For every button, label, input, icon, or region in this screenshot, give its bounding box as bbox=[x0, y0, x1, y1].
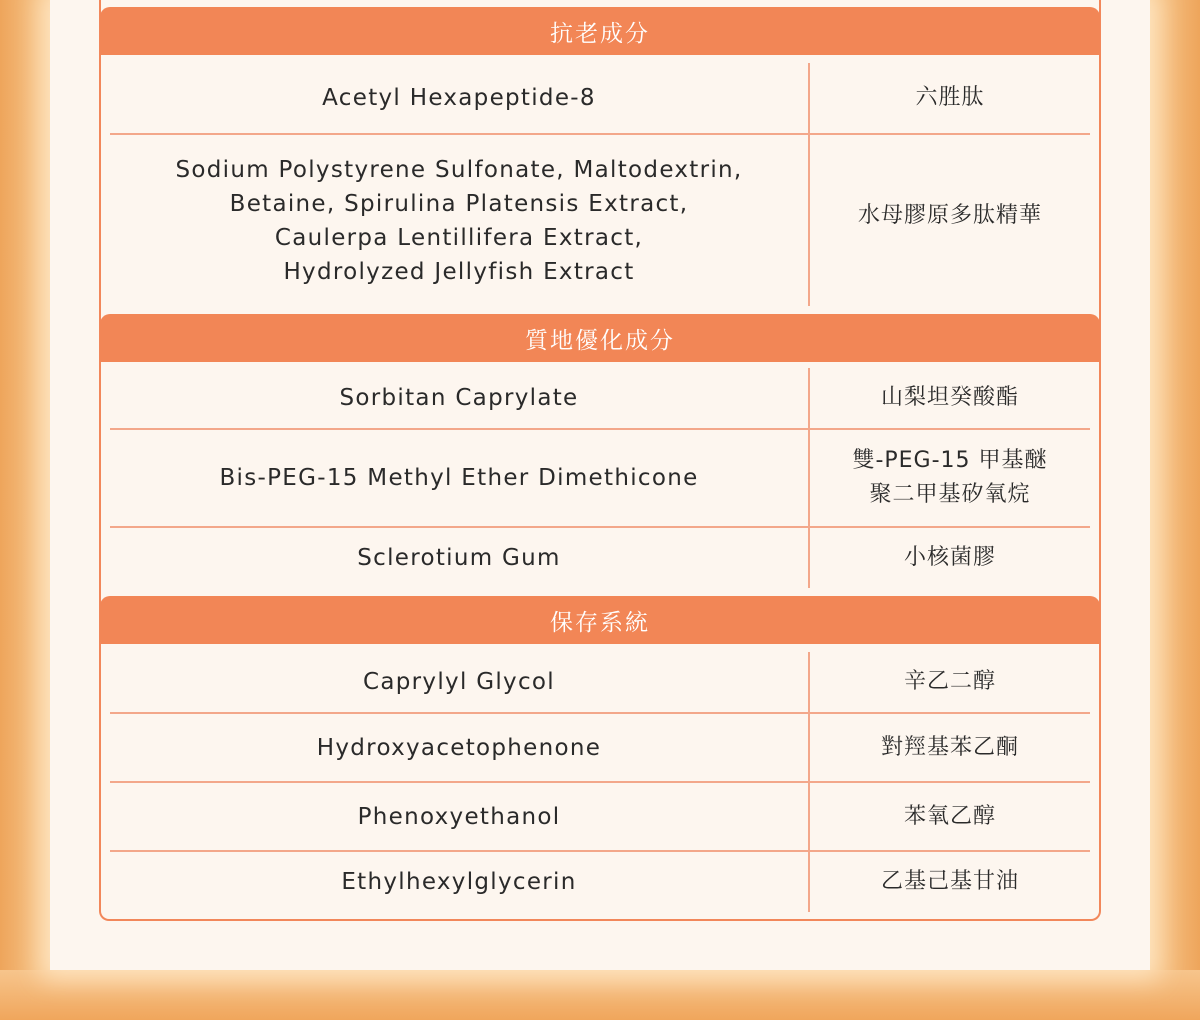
ingredient-zh bbox=[810, 368, 1090, 428]
table-row bbox=[110, 652, 1090, 714]
ingredient-en-line: Ethylhexylglycerin bbox=[341, 869, 577, 895]
ingredient-zh bbox=[810, 528, 1090, 588]
table-row bbox=[110, 63, 1090, 135]
table-row bbox=[110, 852, 1090, 912]
ingredient-en bbox=[110, 783, 810, 850]
ingredient-zh-line: 小核菌膠 bbox=[903, 545, 996, 570]
ingredient-zh-line: 聚二甲基矽氧烷 bbox=[869, 482, 1031, 507]
ingredient-en-line: Phenoxyethanol bbox=[357, 803, 561, 830]
table-row bbox=[110, 430, 1090, 528]
ingredient-en-line: Caprylyl Glycol bbox=[363, 669, 555, 695]
ingredient-en bbox=[110, 63, 810, 133]
ingredient-zh-line: 山梨坦癸酸酯 bbox=[880, 385, 1019, 410]
ingredient-en bbox=[110, 135, 810, 306]
ingredient-en-line: Hydrolyzed Jellyfish Extract bbox=[283, 258, 635, 285]
ingredient-zh bbox=[810, 714, 1090, 781]
table-row bbox=[110, 135, 1090, 306]
ingredient-zh-line: 苯氧乙醇 bbox=[903, 803, 996, 829]
ingredient-en-line: Betaine, Spirulina Platensis Extract, bbox=[229, 190, 689, 217]
ingredient-zh-line: 雙-PEG-15 甲基醚 bbox=[852, 448, 1048, 473]
table-row bbox=[110, 714, 1090, 783]
ingredient-zh bbox=[810, 652, 1090, 712]
ingredient-zh bbox=[810, 430, 1090, 526]
bottom-band bbox=[0, 970, 1200, 1020]
ingredient-en-line: Hydroxyacetophenone bbox=[316, 734, 602, 761]
section-header-texture: 質地優化成分 bbox=[100, 314, 1100, 362]
table-row bbox=[110, 528, 1090, 588]
ingredient-zh-line: 辛乙二醇 bbox=[903, 669, 996, 694]
ingredient-en bbox=[110, 714, 810, 781]
ingredient-en-line: Caulerpa Lentillifera Extract, bbox=[274, 224, 644, 251]
table-row bbox=[110, 368, 1090, 430]
table-row bbox=[110, 783, 1090, 852]
section-header-anti-aging: 抗老成分 bbox=[100, 7, 1100, 55]
ingredient-zh bbox=[810, 63, 1090, 133]
ingredient-en-line: Sclerotium Gum bbox=[357, 545, 561, 571]
ingredient-zh bbox=[810, 852, 1090, 912]
ingredient-en-line: Acetyl Hexapeptide-8 bbox=[322, 85, 596, 111]
section-header-preservative: 保存系統 bbox=[100, 596, 1100, 644]
ingredient-zh-line: 六胜肽 bbox=[915, 85, 985, 110]
ingredient-zh-line: 乙基己基甘油 bbox=[880, 869, 1019, 894]
ingredient-zh-line: 水母膠原多肽精華 bbox=[857, 202, 1042, 228]
ingredient-en-line: Sorbitan Caprylate bbox=[339, 385, 579, 411]
ingredient-en bbox=[110, 368, 810, 428]
ingredient-zh bbox=[810, 135, 1090, 306]
ingredient-en bbox=[110, 430, 810, 526]
ingredient-zh-line: 對羥基苯乙酮 bbox=[880, 734, 1019, 760]
ingredient-en bbox=[110, 852, 810, 912]
ingredient-en-line: Bis-PEG-15 Methyl Ether Dimethicone bbox=[219, 465, 699, 491]
ingredient-en-line: Sodium Polystyrene Sulfonate, Maltodextrin, bbox=[175, 156, 743, 183]
ingredient-en bbox=[110, 528, 810, 588]
ingredient-en bbox=[110, 652, 810, 712]
ingredient-zh bbox=[810, 783, 1090, 850]
